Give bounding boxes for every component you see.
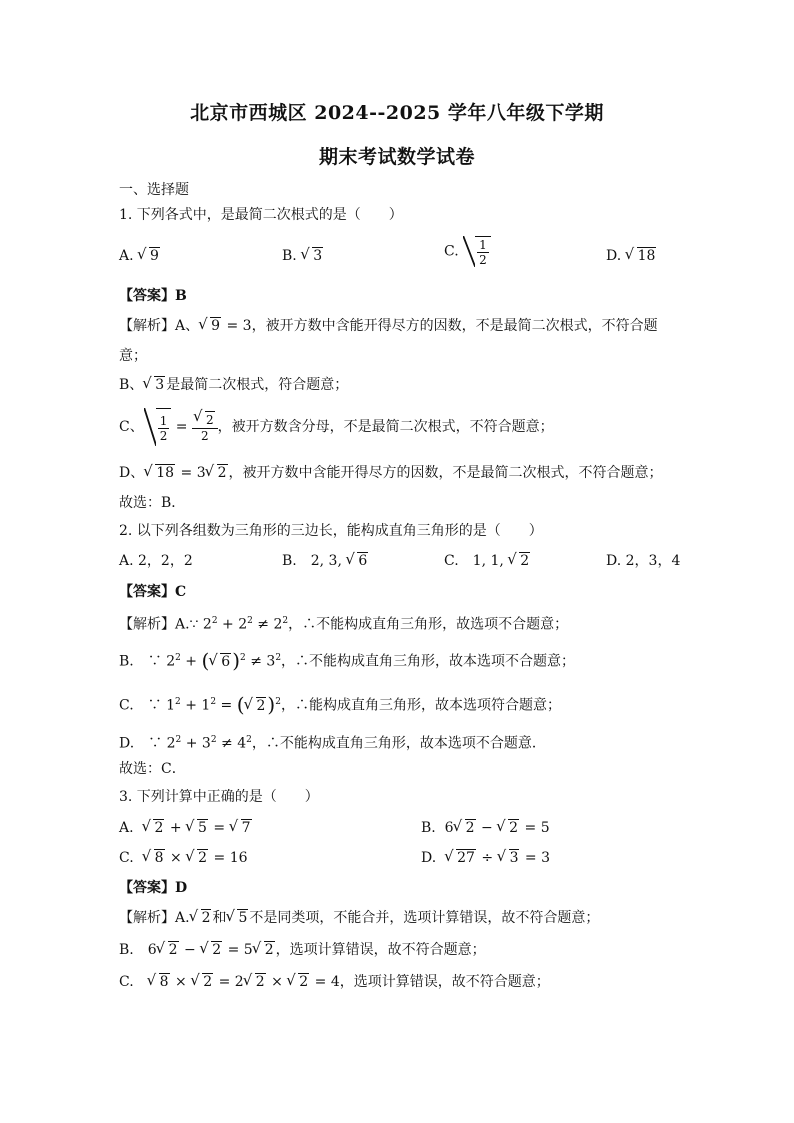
equals: = (208, 820, 230, 836)
radicand: 6 (358, 553, 368, 569)
q1-stem: 1. 下列各式中，是最简二次根式的是（ ） (119, 207, 403, 223)
q1-conclusion: 故选：B． (119, 495, 186, 511)
radicand: 8 (154, 850, 164, 866)
option-label: A. (119, 820, 134, 836)
exponent: 2 (175, 697, 181, 707)
radicand: 9 (211, 318, 221, 334)
explanation-text: ，被开方数含分母，不是最简二次根式，不符合题意； (217, 419, 554, 435)
q1-option-b (282, 246, 324, 266)
radicand: 9 (150, 248, 159, 264)
q2-stem: 2. 以下列各组数为三角形的三边长，能构成直角三角形的是（ ） (119, 523, 543, 539)
option-label: B. (282, 248, 297, 264)
radicand: 5 (238, 910, 248, 926)
equals: = 16 (209, 850, 248, 866)
exponent: 2 (175, 735, 182, 745)
exponent: 2 (210, 697, 217, 707)
q3-explanation-c (119, 972, 550, 992)
radicand: 5 (198, 820, 207, 836)
equals: = 5 (520, 820, 550, 836)
operator: × (170, 974, 192, 990)
radicand: 18 (156, 465, 175, 481)
q3-option-d (421, 848, 550, 868)
explanation-text: 是最简二次根式，符合题意； (166, 377, 349, 393)
equals: = 4 (310, 974, 340, 990)
equation: = 3 (176, 465, 206, 481)
radicand: 2 (206, 413, 214, 427)
option-label: D. (421, 850, 437, 866)
term: + 3 (181, 735, 211, 752)
q3-option-c (119, 848, 248, 868)
option-text: C. 1, 1, (444, 553, 509, 569)
explanation-prefix: C. ∵ 1 (119, 697, 176, 714)
term: ≠ 2 (252, 616, 283, 633)
explanation-prefix: B、 (119, 377, 144, 393)
radicand: 2 (154, 820, 164, 836)
radicand: 2 (520, 553, 530, 569)
denominator: 2 (479, 253, 487, 267)
option-label: B. (421, 820, 436, 836)
q3-option-a (119, 818, 253, 838)
radicand: 2 (255, 974, 265, 990)
exponent: 2 (282, 616, 289, 626)
explanation-text: ，被开方数中含能开得尽方的因数，不是最简二次根式，不符合题意； (228, 465, 663, 481)
exponent: 2 (211, 616, 218, 626)
operator: × (266, 974, 288, 990)
option-text: B. 2, 3, (282, 553, 347, 569)
radicand: 2 (203, 974, 213, 990)
q1-explanation-a (119, 316, 658, 336)
radicand: 3 (313, 248, 323, 264)
q2-conclusion: 故选：C． (119, 761, 186, 777)
option-label: C. (444, 243, 459, 260)
radicand: 3 (155, 377, 165, 393)
radicand: 6 (221, 653, 231, 670)
q1-option-d (606, 246, 657, 266)
radicand: 2 (212, 942, 222, 958)
q1-explanation-b (119, 375, 348, 395)
radicand: 2 (217, 465, 227, 481)
q2-explanation-a (119, 611, 568, 635)
q2-option-a: A. 2，2，2 (119, 553, 193, 569)
q3-option-b (421, 818, 550, 838)
radicand: 2 (509, 820, 519, 836)
explanation-prefix: D、 (119, 465, 145, 481)
numerator: 1 (479, 238, 487, 252)
explanation-prefix: C、 (119, 419, 144, 435)
explanation-prefix: 【解析】A、 (119, 318, 200, 334)
term: + 2 (217, 616, 248, 633)
option-label: D. (606, 248, 622, 264)
explanation-text: ，选项计算错误，故不符合题意； (339, 974, 550, 990)
radicand: 2 (168, 942, 178, 958)
equals: = 5 (223, 942, 253, 958)
radicand: 3 (509, 850, 519, 866)
q2-answer: 【答案】C (119, 584, 187, 600)
explanation-text: ，∴能构成直角三角形，故本选项符合题意； (280, 697, 561, 714)
q1-option-c (444, 236, 491, 267)
explanation-prefix: C. (119, 974, 148, 990)
explanation-text: ，∴不能构成直角三角形，故本选项不合题意； (281, 653, 576, 670)
q3-explanation-b (119, 940, 486, 960)
radicand: 27 (457, 850, 475, 866)
explanation-text: 不是同类项，不能合并，选项计算错误，故不符合题意； (249, 910, 600, 926)
q1-answer: 【答案】B (119, 288, 187, 304)
q3-stem: 3. 下列计算中正确的是（ ） (119, 789, 319, 805)
q1-explanation-a-cont: 意； (119, 348, 147, 364)
q2-option-d: D. 2，3，4 (606, 553, 681, 569)
q1-option-a (119, 246, 161, 266)
equals: = (171, 419, 192, 435)
term: ≠ 3 (245, 653, 276, 670)
page-subtitle: 期末考试数学试卷 (318, 146, 475, 168)
equals: = 3 (520, 850, 551, 866)
exponent: 2 (246, 735, 252, 745)
explanation-prefix: D. ∵ 2 (119, 735, 176, 752)
option-label: C. (119, 850, 134, 866)
explanation-text: ，∴不能构成直角三角形，故选项不合题意； (288, 616, 569, 633)
term: + 1 (180, 697, 211, 714)
q2-explanation-b: B. ∵ $2^2$ + (√ 6 )$^2 \ne 3^2$，∴不能构成直角三角形，故本选项不合题意； (119, 648, 575, 672)
operator: − (179, 942, 201, 958)
operator: − (476, 820, 498, 836)
q2-explanation-c: C. ∵ $1^2 + 1^2$ = (√ 2 )$^2$，∴能构成直角三角形，故本选项符合题意； (119, 692, 561, 716)
q3-explanation-a (119, 908, 599, 928)
explanation-text: ，被开方数中含能开得尽方的因数，不是最简二次根式，不符合题 (251, 318, 658, 334)
option-label: A. (119, 248, 134, 264)
term: + (180, 653, 202, 670)
q2-option-c (444, 551, 531, 571)
explanation-prefix: B. 6 (119, 942, 157, 958)
equation: = 3 (222, 318, 252, 334)
explanation-prefix: B. ∵ 2 (119, 653, 176, 670)
radicand: 7 (241, 820, 251, 836)
radicand: 2 (299, 974, 309, 990)
radicand: 2 (264, 942, 274, 958)
operator: ÷ (476, 850, 498, 866)
exponent: 2 (240, 653, 246, 663)
equals: = 2 (214, 974, 244, 990)
radicand: 2 (465, 820, 475, 836)
section-heading: 一、选择题 (119, 182, 189, 198)
radicand: 18 (637, 248, 656, 264)
denominator: 2 (201, 429, 209, 443)
radicand: 2 (256, 697, 266, 714)
q1-explanation-c (119, 408, 554, 446)
denominator: 2 (159, 428, 168, 443)
term: ≠ 4 (216, 735, 247, 752)
exponent: 2 (175, 653, 181, 663)
operator: × (165, 850, 187, 866)
q2-option-b (282, 551, 369, 571)
page-title: 北京市西城区 2024--2025 学年八年级下学期 (190, 102, 604, 124)
exponent: 2 (275, 653, 282, 663)
conjunction: 和 (212, 910, 227, 926)
explanation-prefix: 【解析】A. (119, 910, 190, 926)
radicand: 8 (159, 974, 169, 990)
explanation-text: ，选项计算错误，故不符合题意； (275, 942, 486, 958)
exponent: 2 (210, 735, 217, 745)
q1-explanation-d (119, 463, 663, 483)
explanation-prefix: 【解析】A.∵ 2 (119, 616, 212, 633)
q3-answer: 【答案】D (119, 880, 188, 896)
q2-explanation-d (119, 730, 546, 754)
radicand: 2 (198, 850, 208, 866)
exponent: 2 (247, 616, 253, 626)
numerator: 1 (159, 413, 168, 428)
exponent: 2 (275, 697, 281, 707)
explanation-text: ，∴不能构成直角三角形，故本选项不合题意． (251, 735, 546, 752)
operator: + (165, 820, 187, 836)
equals: = (216, 697, 237, 714)
coefficient: 6 (444, 820, 454, 836)
radicand: 2 (201, 910, 211, 926)
